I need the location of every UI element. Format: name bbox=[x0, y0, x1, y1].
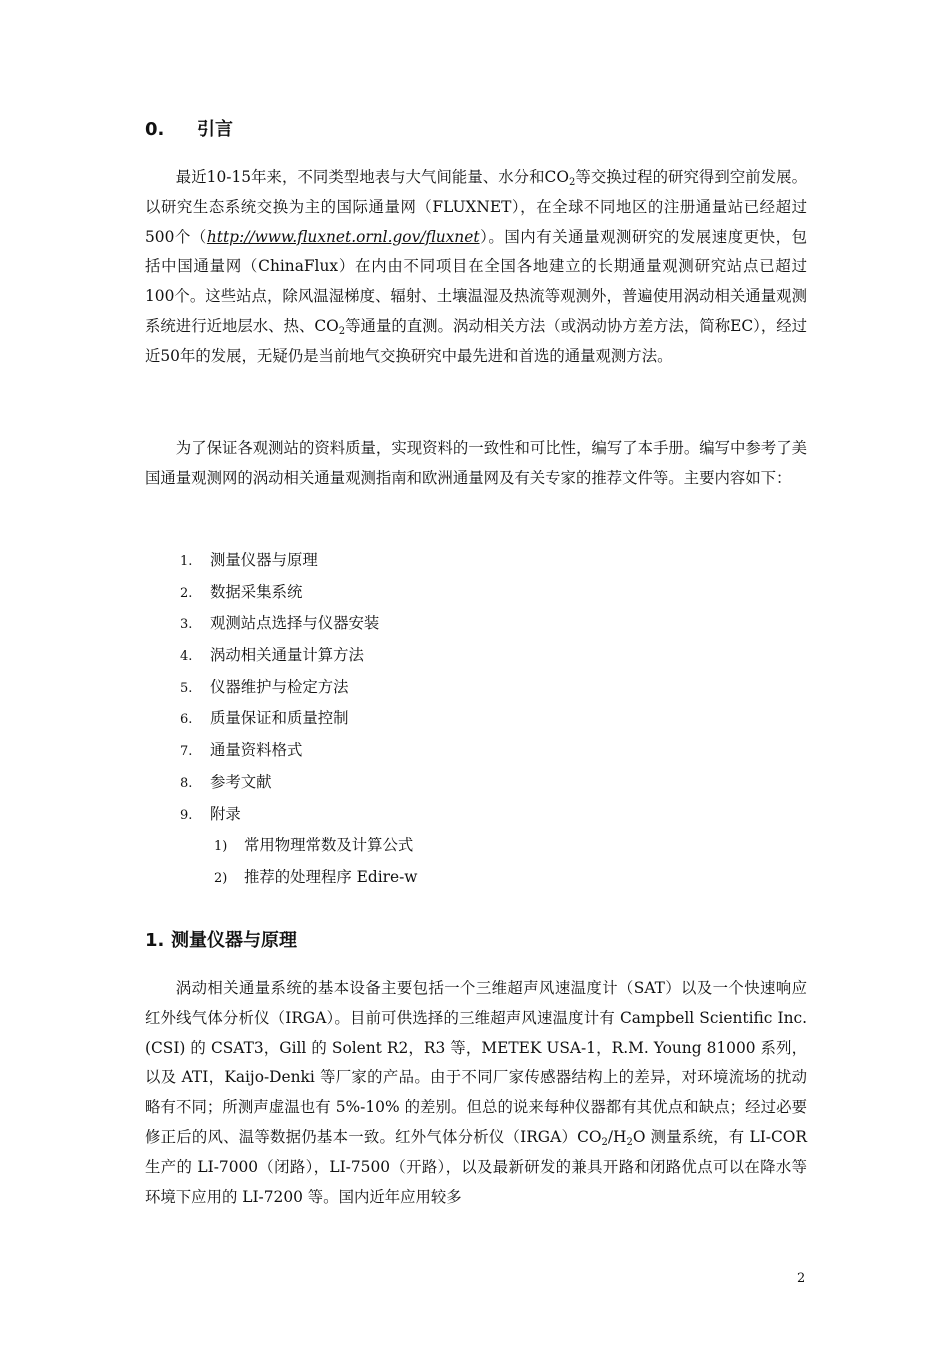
contents-list bbox=[180, 547, 417, 896]
contents-item bbox=[180, 705, 417, 737]
intro-heading-number: 0. bbox=[145, 119, 165, 140]
intro-heading bbox=[145, 118, 233, 142]
contents-subitem-number: 1) bbox=[214, 839, 228, 855]
contents-item-label: 通量资料格式 bbox=[210, 741, 303, 760]
contents-item bbox=[180, 674, 417, 706]
section1-heading bbox=[145, 929, 297, 953]
section1-text-3: O 测量系统，有 LI-COR 生产的 LI-7000（闭路），LI-7500（开路），以及最新研发的兼具开路和闭路优点可以在降水等环境下应用的 LI-7200 等。国内近年应用较多 bbox=[145, 1127, 807, 1206]
page-number: 2 bbox=[797, 1271, 806, 1286]
intro-para1-text-2: 等交换过程的研究得到空前发展。以研究生态系统交换为主的国际通量网（FLUXNET），在全球不同地区的注册通量站已经超过500个（ bbox=[145, 168, 807, 246]
contents-subitem bbox=[180, 832, 417, 864]
contents-item-label: 测量仪器与原理 bbox=[210, 551, 318, 569]
contents-item-number: 7. bbox=[180, 744, 193, 760]
contents-item-label: 观测站点选择与仪器安装 bbox=[210, 614, 380, 633]
co2-subscript: 2 bbox=[601, 1136, 608, 1148]
intro-heading-title: 引言 bbox=[197, 119, 233, 140]
contents-item-label: 仪器维护与检定方法 bbox=[210, 677, 349, 696]
contents-item bbox=[180, 769, 417, 801]
contents-item bbox=[180, 801, 417, 833]
intro-para1-text-3: ）。国内有关通量观测研究的发展速度更快，包括中国通量网（ChinaFlux）在内由不同项目在全国各地建立的长期通量观测研究站点已超过100个。这些站点，除风温湿梯度、辐射、土壤温湿及热流等观测外，普遍使用涡动相关通量观测系统进行近地层水、热、CO bbox=[145, 227, 807, 335]
intro-paragraph-1 bbox=[145, 163, 807, 372]
contents-item bbox=[180, 579, 417, 611]
contents-item-number: 5. bbox=[180, 680, 193, 696]
contents-item-label: 质量保证和质量控制 bbox=[210, 709, 349, 728]
section1-heading-title: 测量仪器与原理 bbox=[171, 930, 297, 951]
section1-text-2: /H bbox=[607, 1127, 627, 1146]
contents-item-number: 2. bbox=[180, 585, 193, 601]
contents-item bbox=[180, 737, 417, 769]
contents-item-label: 参考文献 bbox=[210, 772, 272, 791]
contents-item-number: 4. bbox=[180, 649, 193, 665]
fluxnet-link[interactable]: http://www.fluxnet.ornl.gov/fluxnet bbox=[206, 227, 480, 246]
contents-subitem-label: 推荐的处理程序 Edire-w bbox=[244, 867, 418, 886]
contents-item-number: 1. bbox=[180, 554, 193, 569]
contents-item-number: 9. bbox=[180, 807, 193, 823]
co2-subscript: 2 bbox=[338, 325, 346, 337]
contents-item-label: 附录 bbox=[210, 804, 241, 823]
contents-item bbox=[180, 642, 417, 674]
contents-subitem-number: 2) bbox=[214, 870, 228, 886]
co2-subscript: 2 bbox=[568, 177, 576, 188]
contents-item-label: 涡动相关通量计算方法 bbox=[210, 646, 364, 665]
section1-heading-number: 1. bbox=[145, 930, 165, 951]
h2o-subscript: 2 bbox=[626, 1136, 633, 1148]
contents-item-number: 3. bbox=[180, 617, 193, 633]
contents-item-number: 6. bbox=[180, 712, 193, 728]
contents-subitem bbox=[180, 864, 417, 896]
contents-item bbox=[180, 547, 417, 579]
contents-item-label: 数据采集系统 bbox=[210, 582, 303, 601]
section1-text-1: 涡动相关通量系统的基本设备主要包括一个三维超声风速温度计（SAT）以及一个快速响应红外线气体分析仪（IRGA）。目前可供选择的三维超声风速温度计有 Campbell Scientific Inc. (CSI) 的 CSAT3，Gill 的 Solent R2，R3 等，METEK USA-1，R.M. Young 81000 系列，以及 ATI，Kaijo-Denki 等厂家的产品。由于不同厂家传感器结构上的差异，对环境流场的扰动略有不同；所测声虚温也有 5%-10% 的差别。但总的说来每种仪器都有其优点和缺点；经过必要修正后的风、温等数据仍基本一致。红外气体分析仪（IRGA）CO bbox=[145, 979, 807, 1146]
contents-subitem-label: 常用物理常数及计算公式 bbox=[244, 836, 414, 855]
contents-item bbox=[180, 610, 417, 642]
contents-item-number: 8. bbox=[180, 775, 193, 791]
intro-para1-text-1: 最近10-15年来，不同类型地表与大气间能量、水分和CO bbox=[175, 168, 569, 186]
intro-paragraph-2: 为了保证各观测站的资料质量，实现资料的一致性和可比性，编写了本手册。编写中参考了美国通量观测网的涡动相关通量观测指南和欧洲通量网及有关专家的推荐文件等。主要内容如下： bbox=[145, 439, 807, 487]
intro-para1-text-4: 等通量的直测。涡动相关方法（或涡动协方差方法，简称EC），经过近50年的发展，无疑仍是当前地气交换研究中最先进和首选的通量观测方法。 bbox=[145, 316, 808, 365]
section1-paragraph bbox=[145, 974, 807, 1212]
